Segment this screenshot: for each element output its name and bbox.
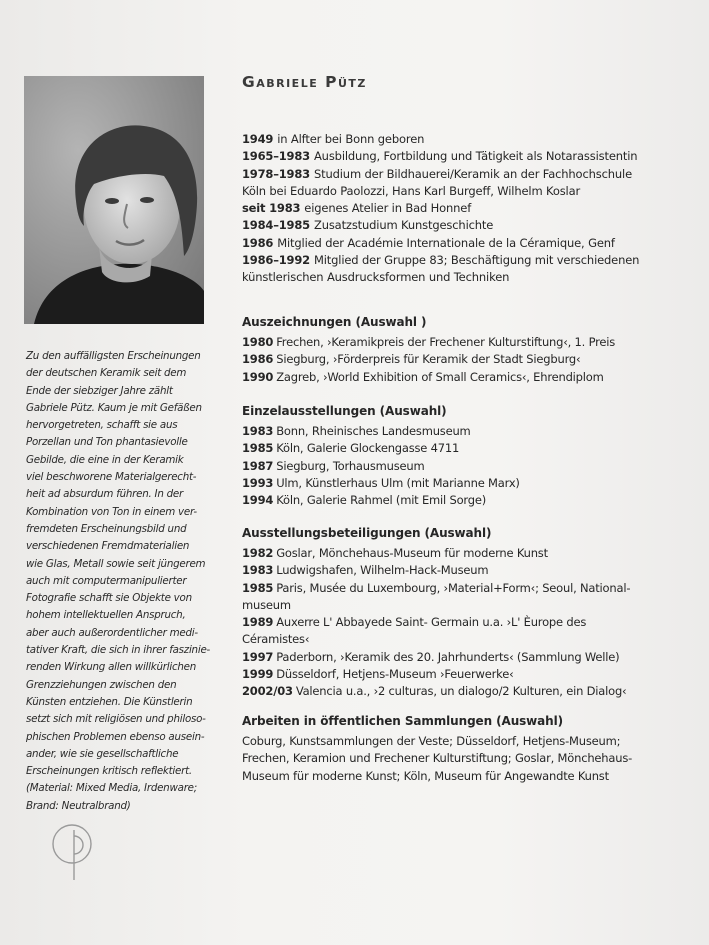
solo-entry bbox=[242, 475, 682, 492]
solo-text: Siegburg, Torhausmuseum bbox=[276, 458, 425, 473]
page-title bbox=[242, 73, 367, 91]
group-text: Goslar, Mönchehaus-Museum für moderne Kunst bbox=[276, 546, 548, 560]
bio-entry bbox=[242, 131, 662, 148]
collections-heading: Arbeiten in öffentlichen Sammlungen (Auswahl) bbox=[242, 714, 564, 728]
collections-section bbox=[242, 713, 682, 785]
group-entry bbox=[242, 580, 682, 597]
portrait-photo bbox=[24, 76, 204, 324]
solo-year: 1985 bbox=[242, 441, 274, 456]
solo-entry bbox=[242, 423, 682, 440]
group-year: 1999 bbox=[242, 667, 274, 682]
solo-entry bbox=[242, 492, 682, 509]
award-entry bbox=[242, 334, 682, 351]
solo-text: Ulm, Künstlerhaus Ulm (mit Marianne Marx) bbox=[276, 475, 520, 490]
monogram-logo bbox=[50, 822, 98, 882]
group-year: 1985 bbox=[242, 580, 274, 595]
collections-line: Museum für moderne Kunst; Köln, Museum für Angewandte Kunst bbox=[242, 768, 609, 783]
group-text: Auxerre L' Abbayede Saint- Germain u.a. ›L' Èurope des bbox=[276, 615, 587, 630]
award-year: 1990 bbox=[242, 369, 274, 384]
bio-text: in Alfter bei Bonn geboren bbox=[277, 132, 425, 146]
solo-text: Köln, Galerie Rahmel (mit Emil Sorge) bbox=[276, 493, 486, 508]
group-entry bbox=[242, 683, 682, 700]
bio-year: 1986–1992 bbox=[242, 253, 310, 268]
solo-text: Bonn, Rheinisches Landesmuseum bbox=[276, 424, 471, 438]
bio-text-continued: künstlerischen Ausdrucksformen und Techniken bbox=[242, 270, 510, 285]
group-year: 1997 bbox=[242, 649, 274, 664]
bio-year: 1984–1985 bbox=[242, 218, 310, 233]
group-entry bbox=[242, 545, 682, 562]
bio-entry bbox=[242, 148, 662, 165]
bio-entry bbox=[242, 252, 662, 269]
award-entry bbox=[242, 351, 682, 368]
bio-entry bbox=[242, 235, 662, 252]
biography bbox=[242, 131, 662, 287]
group-year: 1982 bbox=[242, 546, 274, 560]
bio-entry bbox=[242, 200, 662, 217]
solo-heading: Einzelausstellungen (Auswahl) bbox=[242, 404, 447, 418]
collections-line: Coburg, Kunstsammlungen der Veste; Düsseldorf, Hetjens-Museum; bbox=[242, 734, 621, 748]
bio-year: 1978–1983 bbox=[242, 166, 310, 181]
group-text: Paris, Musée du Luxembourg, ›Material+Form‹; Seoul, National- bbox=[276, 580, 631, 595]
bio-text: eigenes Atelier in Bad Honnef bbox=[304, 201, 472, 216]
group-text: Düsseldorf, Hetjens-Museum ›Feuerwerke‹ bbox=[276, 667, 514, 682]
group-year: 1989 bbox=[242, 615, 274, 630]
bio-year: 1965–1983 bbox=[242, 149, 310, 164]
solo-year: 1987 bbox=[242, 458, 274, 473]
group-heading: Ausstellungsbeteiligungen (Auswahl) bbox=[242, 526, 492, 540]
group-entry bbox=[242, 562, 682, 579]
group-entry bbox=[242, 666, 682, 683]
award-year: 1986 bbox=[242, 352, 274, 367]
solo-text: Köln, Galerie Glockengasse 4711 bbox=[276, 441, 460, 456]
bio-text: Studium der Bildhauerei/Keramik an der Fachhochschule bbox=[313, 166, 633, 181]
solo-year: 1983 bbox=[242, 424, 274, 438]
group-entry bbox=[242, 614, 682, 631]
bio-text: Mitglied der Gruppe 83; Beschäftigung mit verschiedenen bbox=[313, 253, 640, 268]
bio-text-continued: Köln bei Eduardo Paolozzi, Hans Karl Burgeff, Wilhelm Koslar bbox=[242, 183, 581, 198]
caption-text: Zu den auffälligsten Erscheinungen der deutschen Keramik seit dem Ende der siebziger Jahre zählt Gabriele Pütz. Kaum je mit Gefäßen hervorgetreten, schafft sie aus Porzellan und Ton phantasievolle Gebilde, die eine in der Keramik viel beschworene Materialgerecht- heit ad absurdum führen. In der Kombination von Ton in einem ver- fremdeten Erscheinungsbild und verschiedenen Fremdmaterialien wie Glas, Metall sowie seit jüngerem auch mit computermanipulierter Fotografie schafft sie Objekte von hohem intellektuellen Anspruch, aber auch außerordentlicher medi- tativer Kraft, die sich in ihrer faszinie- renden Wirkung allen willkürlichen Grenzziehungen zwischen den Künsten entziehen. Die Künstlerin setzt sich mit religiösen und philoso- phischen Problemen ebenso ausein- ander, wie sie gesellschaftliche Erscheinungen kritisch reflektiert. (Material: Mixed Media, Irdenware; Brand: Neutralbrand) bbox=[26, 350, 210, 812]
award-text: Frechen, ›Keramikpreis der Frechener Kulturstiftung‹, 1. Preis bbox=[276, 335, 616, 349]
group-entry bbox=[242, 649, 682, 666]
award-year: 1980 bbox=[242, 335, 274, 349]
solo-year: 1994 bbox=[242, 493, 274, 508]
group-text: Paderborn, ›Keramik des 20. Jahrhunderts‹ (Sammlung Welle) bbox=[276, 649, 620, 664]
awards-heading: Auszeichnungen (Auswahl ) bbox=[242, 315, 427, 329]
award-text: Siegburg, ›Förderpreis für Keramik der Stadt Siegburg‹ bbox=[276, 352, 581, 367]
group-text: Valencia u.a., ›2 culturas, un dialogo/2 Kulturen, ein Dialog‹ bbox=[295, 684, 627, 699]
bio-entry bbox=[242, 166, 662, 183]
bio-year: 1986 bbox=[242, 235, 274, 250]
awards-section bbox=[242, 314, 682, 386]
bio-text: Mitglied der Académie Internationale de la Céramique, Genf bbox=[277, 235, 615, 250]
group-year: 2002/03 bbox=[242, 684, 293, 699]
solo-year: 1993 bbox=[242, 475, 274, 490]
bio-year: seit 1983 bbox=[242, 201, 301, 216]
title-text: Gabriele Pütz bbox=[242, 73, 367, 91]
group-text: Ludwigshafen, Wilhelm-Hack-Museum bbox=[276, 563, 489, 578]
group-text-continued: museum bbox=[242, 597, 291, 612]
award-entry bbox=[242, 369, 682, 386]
bio-entry bbox=[242, 217, 662, 234]
solo-entry bbox=[242, 440, 682, 457]
solo-exhibitions-section bbox=[242, 403, 682, 509]
group-year: 1983 bbox=[242, 563, 274, 578]
bio-text: Zusatzstudium Kunstgeschichte bbox=[313, 218, 494, 233]
collections-line: Frechen, Keramion und Frechener Kulturstiftung; Goslar, Mönchehaus- bbox=[242, 751, 633, 766]
award-text: Zagreb, ›World Exhibition of Small Ceramics‹, Ehrendiplom bbox=[276, 369, 604, 384]
bio-year: 1949 bbox=[242, 132, 274, 146]
group-text-continued: Céramistes‹ bbox=[242, 632, 310, 647]
bio-text: Ausbildung, Fortbildung und Tätigkeit als Notarassistentin bbox=[313, 149, 638, 164]
solo-entry bbox=[242, 458, 682, 475]
group-exhibitions-section bbox=[242, 525, 682, 701]
